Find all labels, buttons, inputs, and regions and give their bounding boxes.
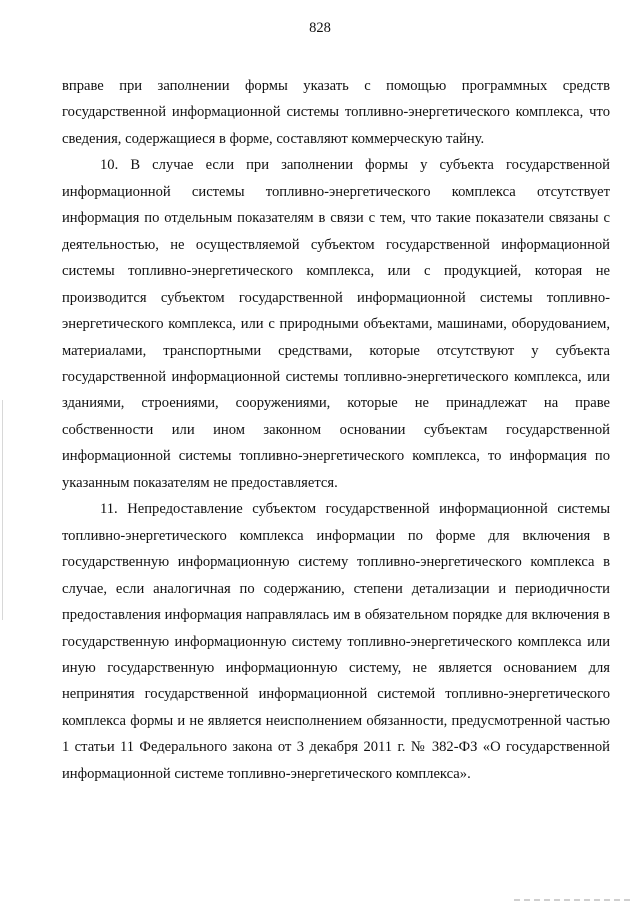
scan-corner-artifact — [514, 899, 634, 901]
paragraph-item-11: 11. Непредоставление субъектом государственной информационной системы топливно-энергетического комплекса информации по форме для включения в государственную информационную систему топливно-энергетического комплекса в случае, если аналогичная по содержанию, степени детализации и периодичности предоставления информация направлялась им в обязательном порядке для включения в государственную информационную систему топливно-энергетического комплекса или иную государственную информационную систему, не является основанием для непринятия государственной информационной системой топливно-энергетического комплекса формы и не является неисполнением обязанности, предусмотренной частью 1 статьи 11 Федерального закона от 3 декабря 2011 г. № 382-ФЗ «О государственной информационной системе топливно-энергетического комплекса». — [62, 501, 610, 782]
scan-edge-line — [2, 400, 3, 620]
page-number: 828 — [309, 20, 331, 36]
paragraph-item-10: 10. В случае если при заполнении формы у субъекта государственной информационной системы топливно-энергетического комплекса отсутствует информация по отдельным показателям в связи с тем, что такие показатели связаны с деятельностью, не осуществляемой субъектом государственной информационной системы топливно-энергетического комплекса, или с продукцией, которая не производится субъектом государственной информационной системы топливно-энергетического комплекса, или с природными объектами, машинами, оборудованием, материалами, транспортными средствами, которые отсутствуют у субъекта государственной информационной системы топливно-энергетического комплекса, или зданиями, строениями, сооружениями, которые не принадлежат на праве собственности или ином законном основании субъектам государственной информационной системы топливно-энергетического комплекса, то информация по указанным показателям не предоставляется. — [62, 157, 610, 491]
document-body — [62, 73, 610, 787]
paragraph-continuation: вправе при заполнении формы указать с помощью программных средств государственной информационной системы топливно-энергетического комплекса, что сведения, содержащиеся в форме, составляют коммерческую тайну. — [62, 78, 610, 147]
